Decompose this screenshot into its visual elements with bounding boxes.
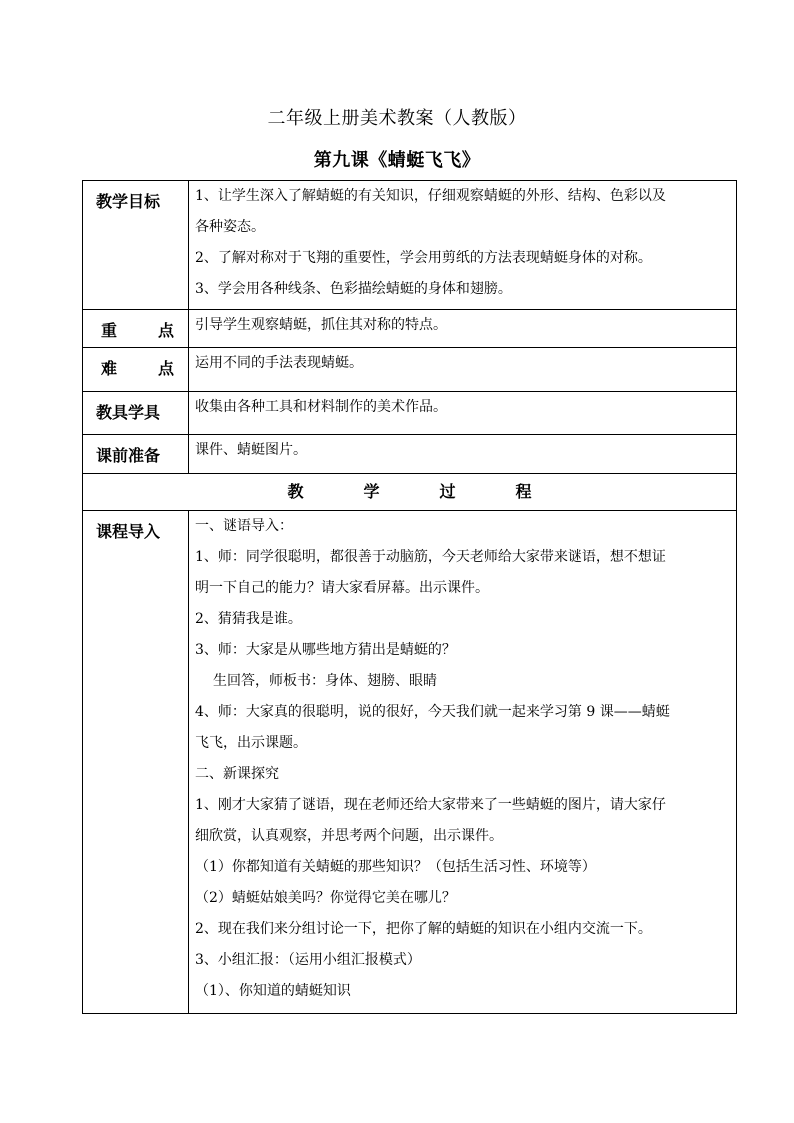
table-row-intro [83,511,737,1014]
text-line: 运用不同的手法表现蜻蜓。 [195,355,363,371]
document-title: 二年级上册美术教案（人教版） [267,108,527,129]
row-content [189,310,737,348]
table-row-difficulties [83,348,737,392]
text-line: 引导学生观察蜻蜓，抓住其对称的特点。 [195,317,447,333]
row-label: 重 点 [83,310,189,348]
row-content [189,435,737,474]
row-content [189,392,737,435]
text-line: 1、师：同学很聪明，都很善于动脑筋，今天老师给大家带来谜语，想不想证 [195,549,666,565]
row-label: 课程导入 [83,511,189,1014]
text-line: 1、刚才大家猜了谜语，现在老师还给大家带来了一些蜻蜓的图片，请大家仔 [195,797,666,813]
table-row-objectives [83,181,737,310]
text-line: （2）蜻蜓姑娘美吗？你觉得它美在哪儿？ [195,890,456,906]
text-line: 收集由各种工具和材料制作的美术作品。 [195,399,447,415]
process-heading: 教 学 过 程 [83,474,737,511]
text-line: （1）你都知道有关蜻蜓的那些知识？（包括生活习性、环境等） [195,859,596,875]
row-content [189,181,737,310]
text-line: 3、小组汇报：（运用小组汇报模式） [195,952,421,968]
row-content [189,511,737,1014]
table-row-materials [83,392,737,435]
table-row-preparation [83,435,737,474]
row-label: 教学目标 [83,181,189,310]
table-row-key-points [83,310,737,348]
text-line: 一、谜语导入： [195,518,293,534]
text-line: 4、师：大家真的很聪明，说的很好，今天我们就一起来学习第 9 课——蜻蜓 [195,704,670,720]
text-line: 飞飞，出示课题。 [195,735,307,751]
row-content [189,348,737,392]
text-line: 二、新课探究 [195,766,279,782]
row-label: 教具学具 [83,392,189,435]
row-label: 课前准备 [83,435,189,474]
lesson-title: 第九课《蜻蜓飞飞》 [313,150,481,171]
text-line: 细欣赏，认真观察，并思考两个问题，出示课件。 [195,828,503,844]
text-line: 明一下自己的能力？请大家看屏幕。出示课件。 [195,580,489,596]
text-line: 2、猜猜我是谁。 [195,611,302,627]
lesson-plan-table [82,180,737,1014]
text-line: 课件、蜻蜓图片。 [195,442,307,458]
text-line: 各种姿态。 [195,219,265,235]
text-line: 1、让学生深入了解蜻蜓的有关知识，仔细观察蜻蜓的外形、结构、色彩以及 [195,188,666,204]
text-line: 3、学会用各种线条、色彩描绘蜻蜓的身体和翅膀。 [195,281,512,297]
row-label: 难 点 [83,348,189,392]
text-line: 2、现在我们来分组讨论一下，把你了解的蜻蜓的知识在小组内交流一下。 [195,921,652,937]
text-line: 生回答，师板书：身体、翅膀、眼睛 [213,673,437,689]
table-row-process-heading [83,474,737,511]
text-line: 3、师：大家是从哪些地方猜出是蜻蜓的？ [195,642,456,658]
text-line: （1）、你知道的蜻蜓知识 [195,983,351,999]
text-line: 2、了解对称对于飞翔的重要性，学会用剪纸的方法表现蜻蜓身体的对称。 [195,250,652,266]
